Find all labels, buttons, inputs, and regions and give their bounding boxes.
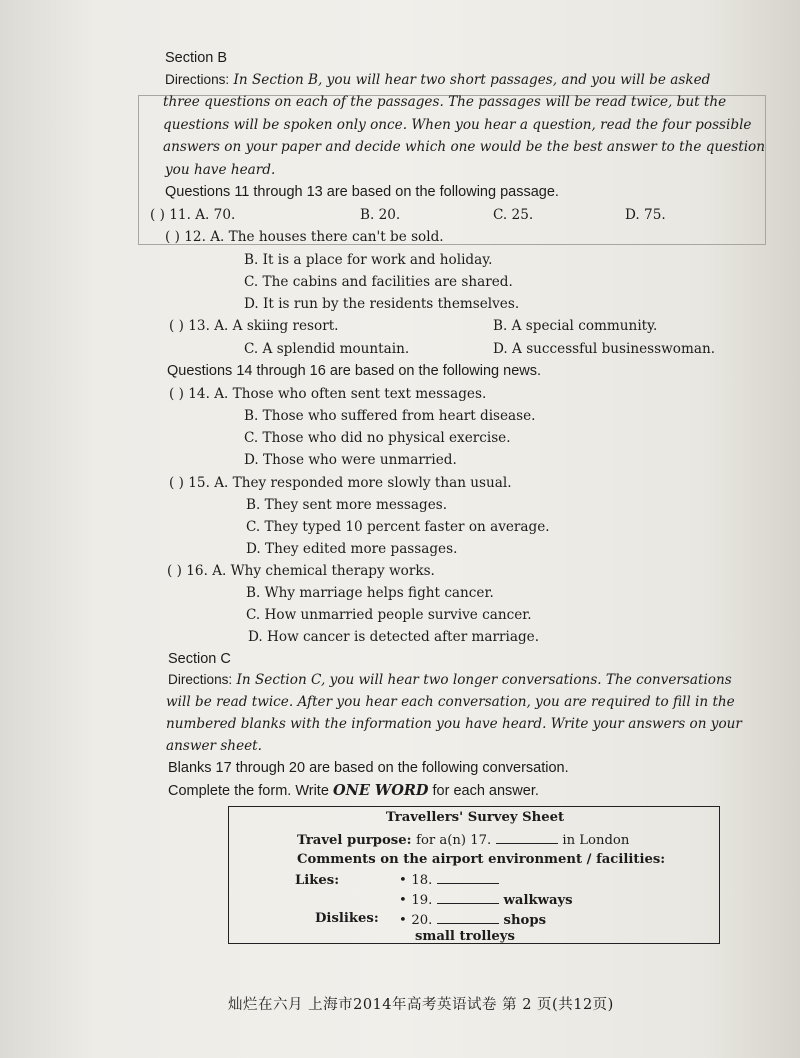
section-b-directions-line-4: answers on your paper and decide which one would be the best answer to the question [163,139,765,155]
likes-label: Likes: [295,873,340,888]
section-b-directions-line-1 [165,72,710,88]
q16-option-b: B. Why marriage helps fight cancer. [246,585,494,601]
answer-paren[interactable]: ( ) [169,475,184,491]
option-a: A. They responded more slowly than usual. [214,475,512,491]
q11-option-b: B. 20. [360,207,401,223]
complete-instruction: Complete the form. Write ONE WORD for each answer. [168,782,539,799]
shops-label: shops [503,913,547,928]
option-a: A. The houses there can't be sold. [210,229,444,245]
option-a: A. Those who often sent text messages. [214,386,487,402]
section-b-directions-line-5: you have heard. [165,162,276,178]
q16-option-c: C. How unmarried people survive cancer. [246,607,532,623]
answer-paren[interactable]: ( ) [167,563,182,579]
small-trolleys-label: small trolleys [415,929,515,944]
q13-option-b: B. A special community. [493,318,658,334]
blank-17[interactable] [496,831,558,844]
answer-paren[interactable]: ( ) [169,318,184,334]
question-number: 16. [186,563,208,579]
likes-item-18: • 18. [399,871,499,888]
section-b-directions-line-3: questions will be spoken only once. When you hear a question, read the four possible [163,117,752,133]
blank-18[interactable] [437,871,499,884]
option-a: A. A skiing resort. [214,318,339,334]
likes-item-19: • 19. walkways [399,893,573,908]
q11-option-c: C. 25. [493,207,534,223]
q13-option-c: C. A splendid mountain. [244,341,410,357]
section-b-directions-label: Directions: [165,72,230,87]
section-c-title: Section C [168,651,231,667]
q14-option-d: D. Those who were unmarried. [244,452,457,468]
question-12 [165,229,444,245]
comments-label: Comments on the airport environment / facilities: [297,852,666,867]
section-b-title: Section B [165,50,228,66]
dislikes-item-20: • 20. shops [399,913,547,928]
travel-purpose-prefix: for a(n) 17. [416,833,492,848]
one-word-emphasis: ONE WORD [332,782,429,799]
q13-option-d: D. A successful businesswoman. [493,341,716,357]
section-c-directions-line-3: numbered blanks with the information you have heard. Write your answers on your [166,716,742,732]
page-footer: 灿烂在六月 上海市2014年高考英语试卷 第 2 页(共12页) [228,997,614,1013]
question-number: 12. [184,229,206,245]
travel-purpose-label: Travel purpose: [297,833,412,848]
answer-paren[interactable]: ( ) [150,207,165,223]
travel-purpose-suffix: in London [562,833,630,848]
q16-option-d: D. How cancer is detected after marriage. [248,629,540,645]
answer-paren[interactable]: ( ) [165,229,180,245]
section-b-directions-line-2: three questions on each of the passages. The passages will be read twice, but the [163,94,727,110]
q12-option-c: C. The cabins and facilities are shared. [244,274,513,290]
question-number: 13. [188,318,210,334]
option-a: A. Why chemical therapy works. [212,563,435,579]
blanks-intro: Blanks 17 through 20 are based on the following conversation. [168,760,569,776]
q12-option-d: D. It is run by the residents themselves. [244,296,520,312]
question-13 [169,318,339,334]
section-c-directions-line-1 [168,672,732,688]
travel-purpose-row [297,831,629,848]
section-b-directions-text: In Section B, you will hear two short passages, and you will be asked [233,72,711,88]
question-11 [150,207,235,223]
q15-option-d: D. They edited more passages. [246,541,458,557]
q15-option-c: C. They typed 10 percent faster on average. [246,519,550,535]
question-number: 14. [188,386,210,402]
answer-paren[interactable]: ( ) [169,386,184,402]
news-intro: Questions 14 through 16 are based on the following news. [167,363,542,379]
q14-option-b: B. Those who suffered from heart disease. [244,408,536,424]
q11-option-d: D. 75. [625,207,666,223]
question-16 [167,563,435,579]
blank-19[interactable] [437,891,499,904]
section-c-directions-text: In Section C, you will hear two longer conversations. The conversations [236,672,732,688]
blank-20[interactable] [437,911,499,924]
walkways-label: walkways [503,893,573,908]
travellers-survey-sheet [228,806,720,944]
dislikes-label: Dislikes: [315,911,379,926]
passage-intro: Questions 11 through 13 are based on the following passage. [165,184,559,200]
q14-option-c: C. Those who did no physical exercise. [244,430,511,446]
survey-title: Travellers' Survey Sheet [385,810,565,825]
question-14 [169,386,486,402]
q12-option-b: B. It is a place for work and holiday. [244,252,493,268]
section-c-directions-label: Directions: [168,672,233,687]
question-number: 11. [169,207,191,223]
section-c-directions-line-4: answer sheet. [166,738,262,754]
question-number: 15. [188,475,210,491]
option-a: A. 70. [195,207,236,223]
section-c-directions-line-2: will be read twice. After you hear each conversation, you are required to fill in the [166,694,735,710]
question-15 [169,475,512,491]
q15-option-b: B. They sent more messages. [246,497,448,513]
